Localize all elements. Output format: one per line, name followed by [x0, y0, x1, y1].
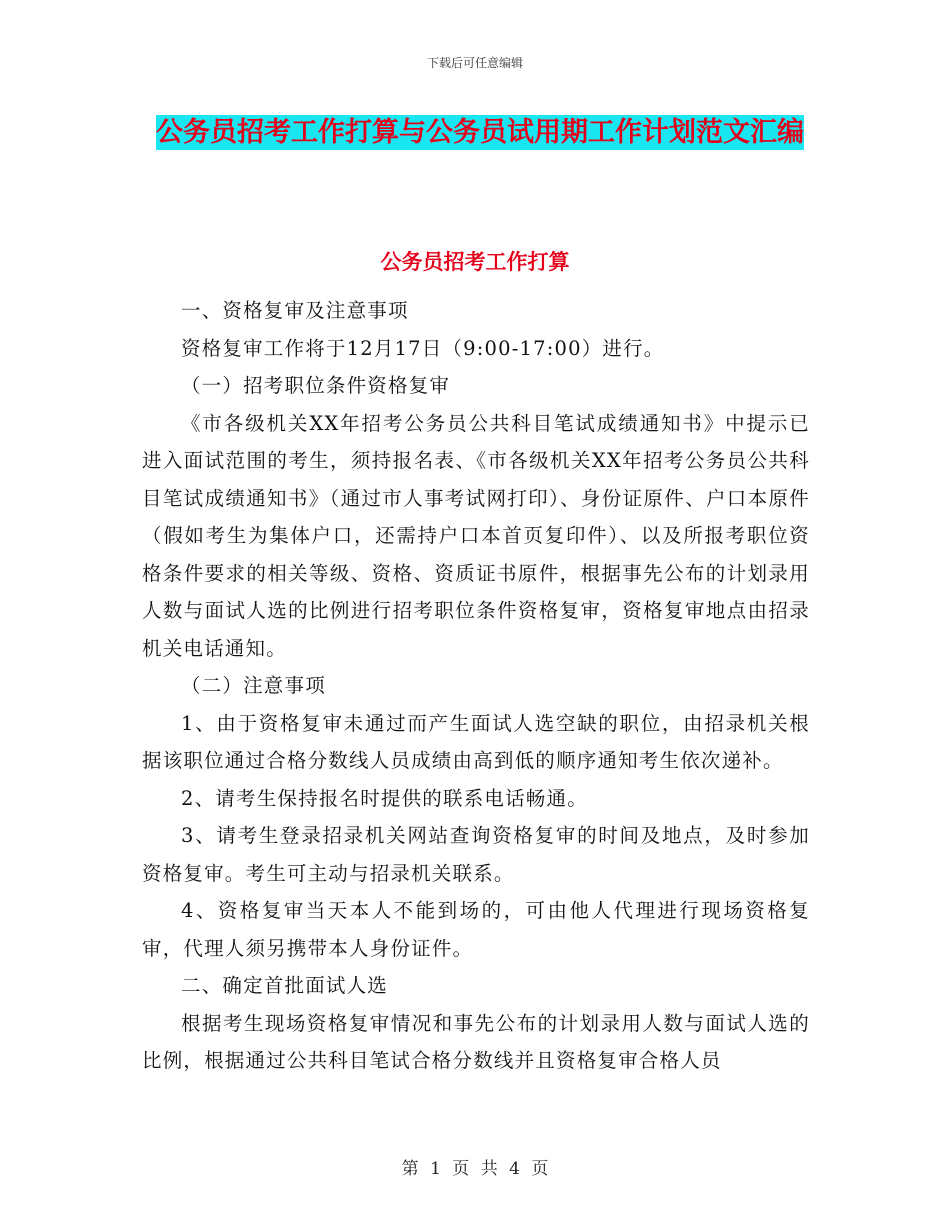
paragraph-heading: 二、确定首批面试人选 [181, 974, 389, 997]
page-number-footer: 第 1 页 共 4 页 [401, 1159, 549, 1179]
paragraph-subheading: （二）注意事项 [181, 674, 326, 697]
document-body [142, 292, 810, 1080]
paragraph: 《市各级机关XX年招考公务员公共科目笔试成绩通知书》中提示已进入面试范围的考生，须持报名表、《市各级机关XX年招考公务员公共科目笔试成绩通知书》（通过市人事考试网打印）、身份证原件、户口本原件（假如考生为集体户口，还需持户口本首页复印件）、以及所报考职位资格条件要求的相关等级、资格、资质证书原件，根据事先公布的计划录用人数与面试人选的比例进行招考职位条件资格复审，资格复审地点由招录机关电话通知。 [142, 411, 810, 660]
paragraph: 2、请考生保持报名时提供的联系电话畅通。 [181, 786, 588, 810]
section-title: 公务员招考工作打算 [380, 250, 570, 274]
paragraph-subheading: （一）招考职位条件资格复审 [181, 374, 451, 397]
document-title-text: 公务员招考工作打算与公务员试用期工作计划范文汇编 [156, 117, 804, 148]
paragraph-heading: 一、资格复审及注意事项 [181, 299, 409, 322]
paragraph: 4、资格复审当天本人不能到场的，可由他人代理进行现场资格复审，代理人须另携带本人身份证件。 [142, 899, 810, 960]
document-title [140, 110, 820, 156]
paragraph: 3、请考生登录招录机关网站查询资格复审的时间及地点，及时参加资格复审。考生可主动与招录机关联系。 [142, 824, 810, 885]
paragraph: 资格复审工作将于12月17日（9:00-17:00）进行。 [181, 336, 665, 360]
paragraph: 根据考生现场资格复审情况和事先公布的计划录用人数与面试人选的比例，根据通过公共科目笔试合格分数线并且资格复审合格人员 [142, 1011, 810, 1072]
page-header-note: 下载后可任意编辑 [426, 56, 523, 70]
paragraph: 1、由于资格复审未通过而产生面试人选空缺的职位，由招录机关根据该职位通过合格分数线人员成绩由高到低的顺序通知考生依次递补。 [142, 711, 810, 772]
